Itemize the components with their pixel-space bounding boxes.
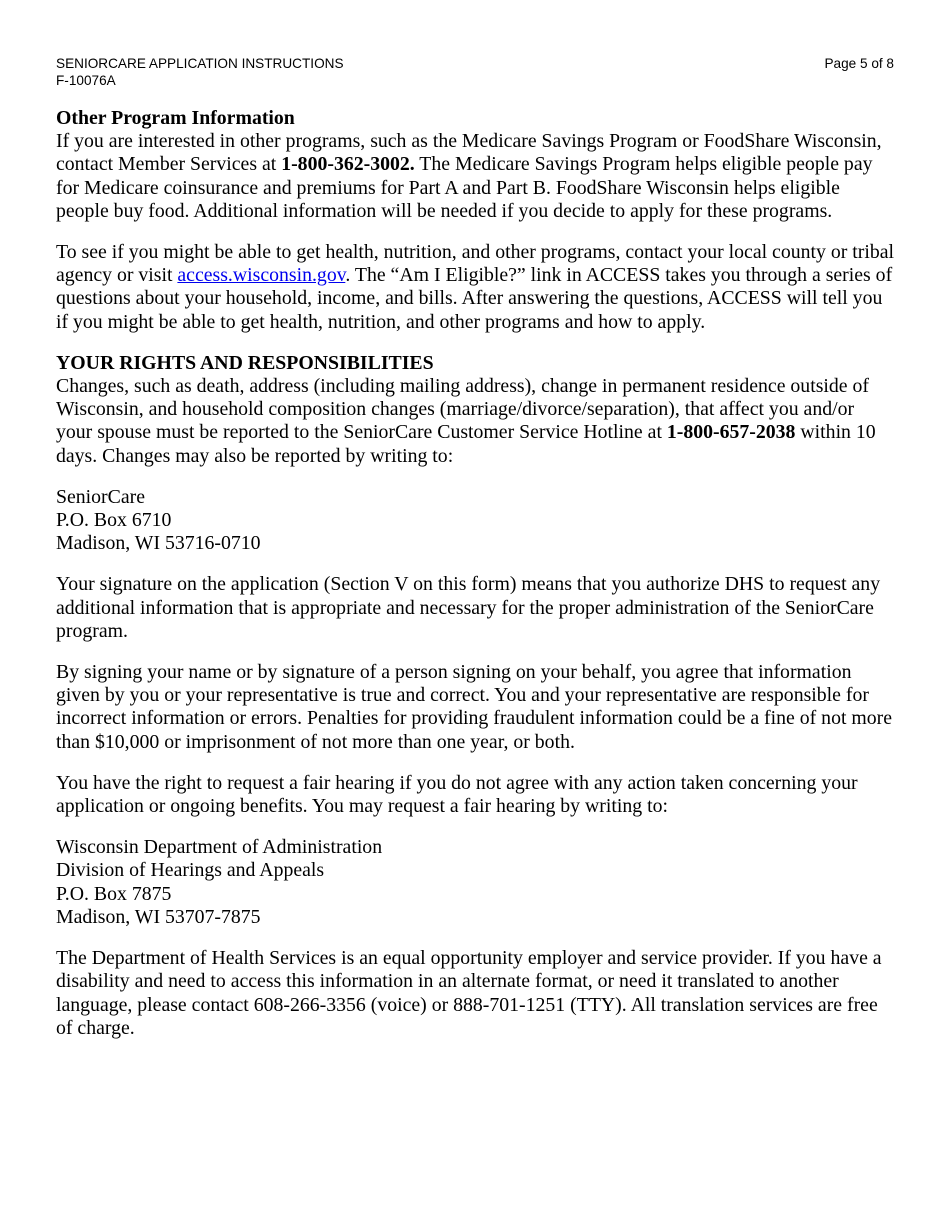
paragraph-signature-penalties: By signing your name or by signature of a person signing on your behalf, you agree that information given by you or your representative is true and correct. You and your representative are responsible for incorrect information or errors. Penalties for providing fraudulent information could be a fine of not more than $10,000 or imprisonment of not more than one year, or both. xyxy=(56,661,893,753)
paragraph-signature-authorization: Your signature on the application (Section V on this form) means that you authorize DHS to request any additional information that is appropriate and necessary for the proper administration of the SeniorCare program. xyxy=(56,573,881,642)
document-body xyxy=(56,107,894,1040)
address-seniorcare xyxy=(56,486,894,556)
heading-rights: YOUR RIGHTS AND RESPONSIBILITIES xyxy=(56,351,434,374)
heading-other-programs: Other Program Information xyxy=(56,107,295,129)
member-services-phone: 1-800-362-3002. xyxy=(281,153,415,176)
paragraph-other-programs xyxy=(56,130,894,223)
text-segment: Changes, such as death, address (including mailing address), change in permanent residence outside of Wisconsin, and household composition changes (marriage/divorce/separation), that affect you and/or your spouse must be reported to the SeniorCare Customer Service Hotline at xyxy=(56,375,869,444)
text-segment: . The “Am I Eligible?” link in ACCESS takes you through a series of questions about your household, income, and bills. After answering the questions, ACCESS will tell you if you might be able to get health, nutrition, and other programs and how to apply. xyxy=(56,264,893,333)
address-hearings xyxy=(56,836,894,929)
document-page xyxy=(56,55,894,1058)
text-segment: To see if you might be able to get health, nutrition, and other programs, contact your local county or tribal agency or visit xyxy=(56,241,894,287)
address-line: SeniorCare xyxy=(56,485,145,508)
page-number: Page 5 of 8 xyxy=(824,56,894,71)
text-segment: If you are interested in other programs, such as the Medicare Savings Program or FoodShare Wisconsin, contact Member Services at xyxy=(56,130,882,176)
paragraph-access xyxy=(56,241,894,334)
paragraph-equal-opportunity: The Department of Health Services is an equal opportunity employer and service provider. If you have a disability and need to access this information in an alternate format, or need it translated to another language, please contact 608-266-3356 (voice) or 888-701-1251 (TTY). All translation services are free of charge. xyxy=(56,947,882,1039)
text-segment: within 10 days. Changes may also be reported by writing to: xyxy=(56,421,876,467)
header-left xyxy=(56,55,344,89)
address-line: Division of Hearings and Appeals xyxy=(56,859,325,882)
access-wisconsin-link[interactable]: access.wisconsin.gov xyxy=(177,264,346,287)
text-segment: The Medicare Savings Program helps eligible people pay for Medicare coinsurance and premiums for Part A and Part B. FoodShare Wisconsin helps eligible people buy food. Additional information will be needed if you decide to apply for these programs. xyxy=(56,153,873,222)
form-title: SENIORCARE APPLICATION INSTRUCTIONS xyxy=(56,56,344,71)
page-header xyxy=(56,55,894,89)
address-line: P.O. Box 6710 xyxy=(56,509,172,532)
paragraph-report-changes xyxy=(56,375,894,468)
form-number: F-10076A xyxy=(56,73,116,88)
address-line: Wisconsin Department of Administration xyxy=(56,836,383,859)
paragraph-fair-hearing: You have the right to request a fair hearing if you do not agree with any action taken concerning your application or ongoing benefits. You may request a fair hearing by writing to: xyxy=(56,771,858,818)
hotline-phone: 1-800-657-2038 xyxy=(666,421,796,444)
address-line: Madison, WI 53707-7875 xyxy=(56,905,261,928)
address-line: P.O. Box 7875 xyxy=(56,882,172,905)
address-line: Madison, WI 53716-0710 xyxy=(56,532,261,555)
